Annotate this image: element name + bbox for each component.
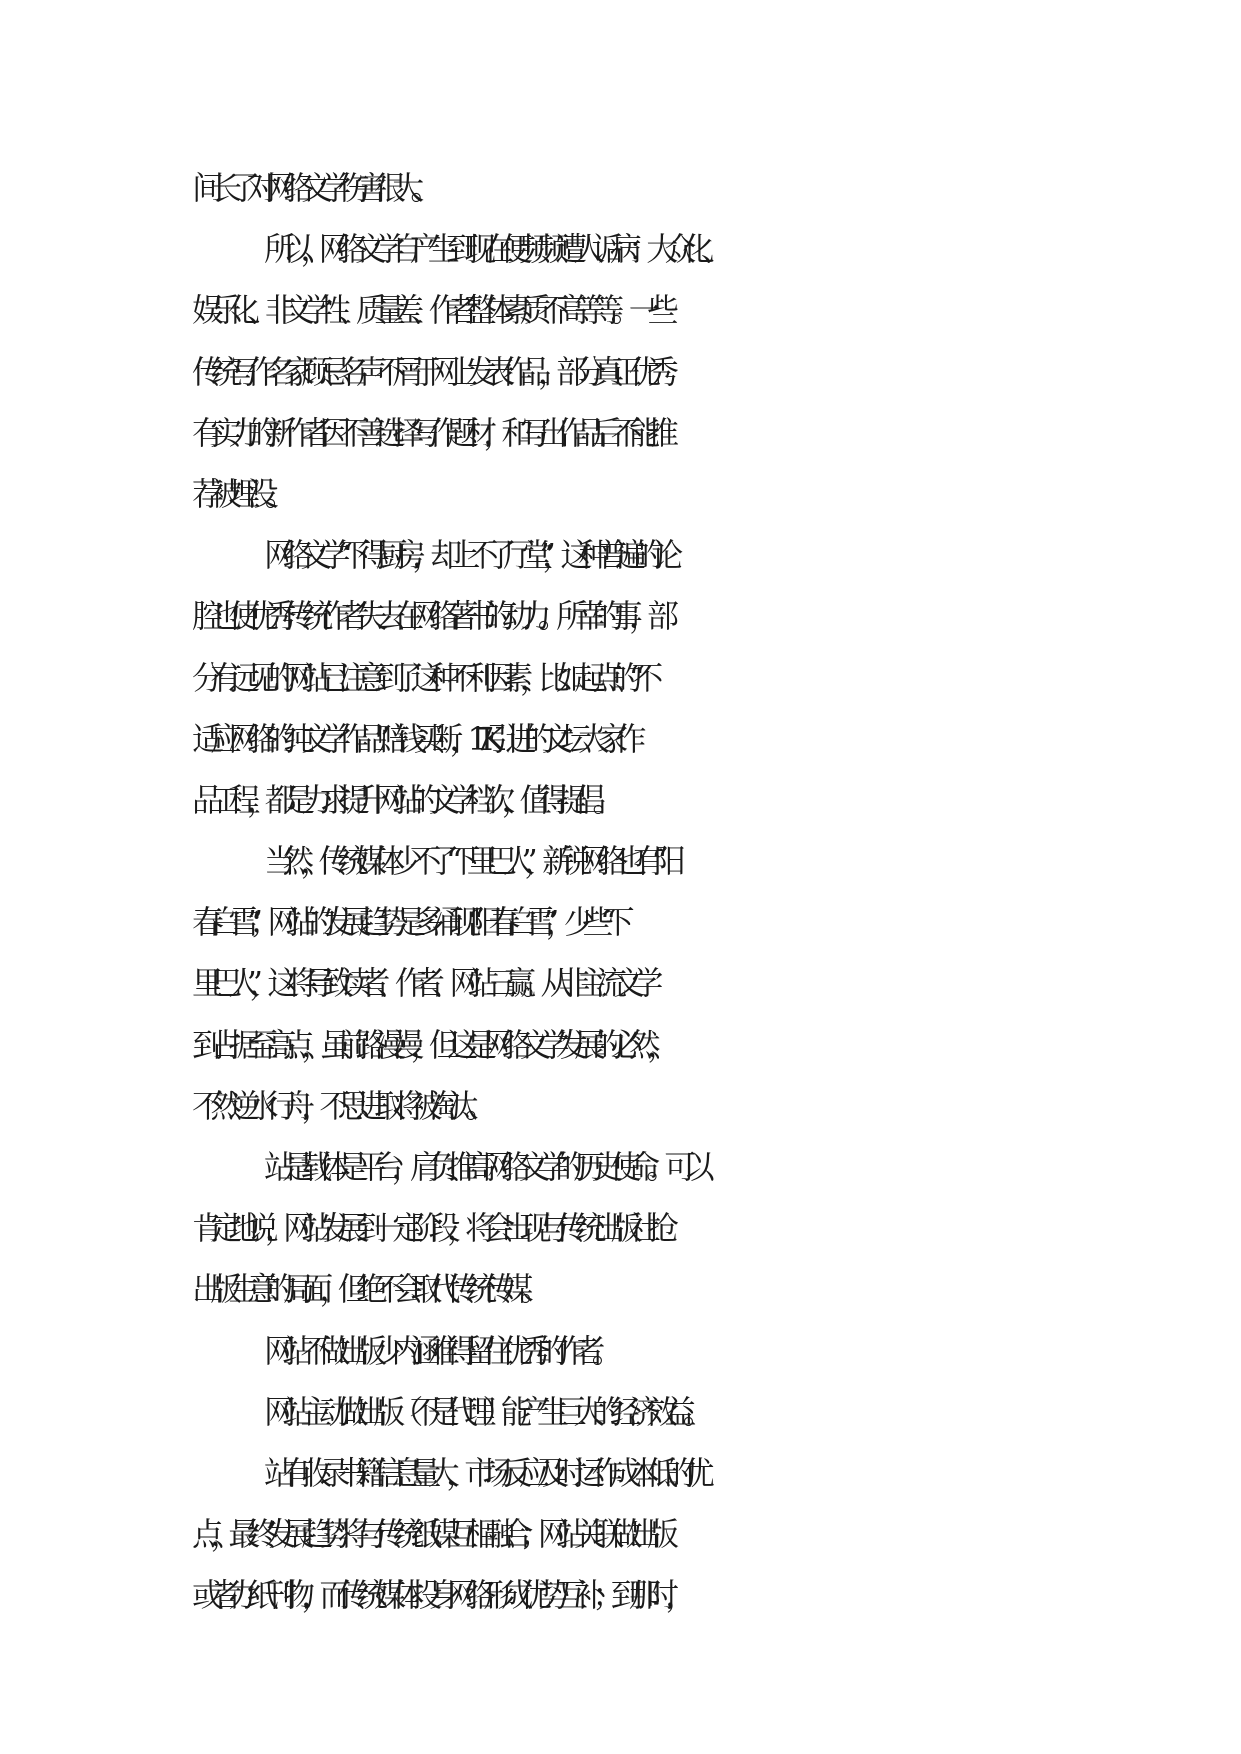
text-line: 分有远见的网站已注意到了这种不利因素，比如起点的“不 (192, 658, 650, 697)
text-line: 传统写作名家顾忌名声不屑于网上发表作品，部分真正优秀 (192, 352, 666, 391)
text-line: 点，最终发展趋势将与传统纸媒互相融合；网站关联做出版 (192, 1515, 666, 1554)
text-line: 适应网络的纯文学作品”赔钱买断，17K 引进的文坛大家作 (192, 719, 633, 758)
text-line: 荐被埋没。 (192, 474, 284, 513)
body-text (192, 158, 1052, 1627)
text-line: 或者办纸刊物，而传统媒体投身网络形成优势互补；到那时， (192, 1576, 684, 1615)
text-line: 有实力的新作者因不善选择写作题材，和写出作品后不能推 (192, 413, 666, 452)
text-line: 肯定地说，网站发展到一定阶段，将会出现与传统出版社抢 (192, 1209, 666, 1248)
text-line: 品工程，都是力求提升网站的文学档次，值得提倡。 (192, 780, 611, 819)
text-line: 网络文学“下得厨房，却上不了厅堂”，这种普遍的论 (264, 536, 670, 575)
text-line: 网站不做出版少内涵难得留住优秀的作者。 (264, 1331, 610, 1370)
text-line: 站有收录书籍信息量大，市场反应及时运作成本低的优 (264, 1453, 701, 1492)
text-line: 出版生意的局面，但绝不会取代传统传媒。 (192, 1270, 538, 1309)
text-line: 当然，传统媒体少不了“下里巴人”，新锐网络也有“阳 (264, 842, 673, 881)
text-line: 春白雪”；网站的发展趋势是多涌现“阳春白雪”，少些“下 (192, 903, 621, 942)
text-line: 娱乐化、非文学性、质量差、作者整体素质不高等等。一些 (192, 291, 666, 330)
text-line: 网站主动做出版（不是代理）能产生巨大的经济效益。 (264, 1392, 701, 1431)
text-line: 所以，网络文学自产生到现在便频频遭人诟病：大众化、 (264, 230, 720, 269)
text-line: 站是载体是平台，肩负推高网络文学的历史使命。可以 (264, 1148, 701, 1186)
text-line: 腔也使优秀传统作者失去在网络著书的动力。所幸的事，部 (192, 597, 666, 636)
text-line: 里巴人”，这将导致读者、作者、网站三赢。从非主流文学 (192, 964, 650, 1003)
text-line: 到占据至高点，虽前路漫漫，但这是网络文学发展的必然， (192, 1025, 666, 1064)
text-line: 不然逆水行舟，不思进取将被淘汰。 (192, 1086, 484, 1125)
text-line: 间长了对网络文学伤害很大。 (192, 169, 429, 207)
